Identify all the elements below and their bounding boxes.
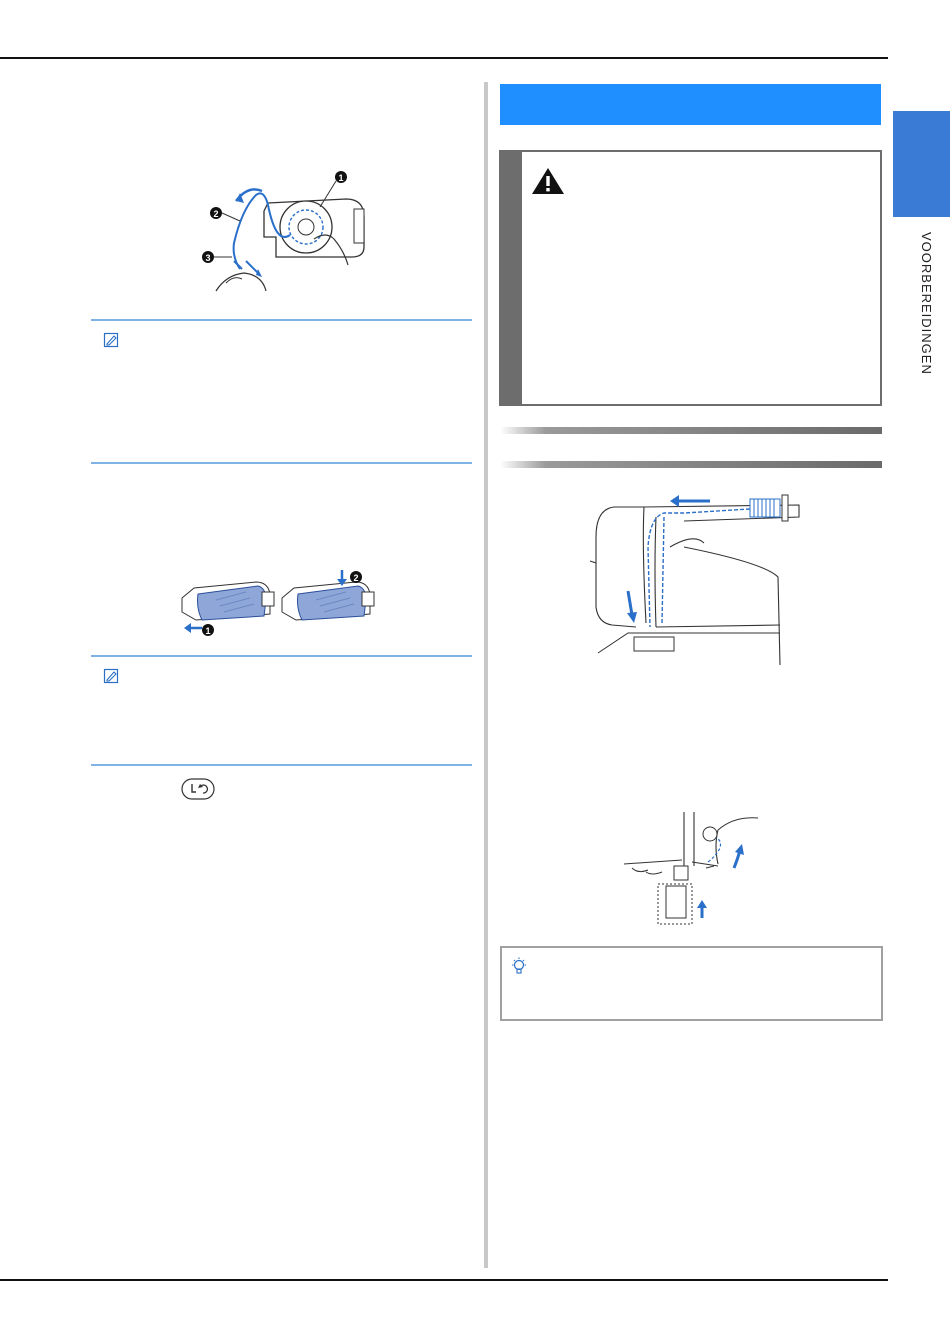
tip-box <box>500 946 883 1021</box>
presser-foot-lift-button-icon <box>181 778 215 800</box>
svg-text:2: 2 <box>353 573 359 583</box>
bottom-rule <box>0 1279 888 1281</box>
memo-icon <box>103 332 119 348</box>
svg-text:2: 2 <box>213 209 219 219</box>
subsection-rule <box>500 427 882 434</box>
upper-threading-figure <box>584 487 814 669</box>
lightbulb-icon <box>511 957 527 975</box>
bobbin-threading-figure <box>196 165 376 305</box>
presser-foot-lever-figure <box>622 810 762 926</box>
warning-triangle-icon <box>530 166 566 196</box>
svg-text:3: 3 <box>205 253 211 263</box>
note-top-rule <box>91 655 472 657</box>
top-rule <box>0 57 888 59</box>
note-bottom-rule <box>91 462 472 464</box>
bobbin-cover-figure <box>176 568 382 640</box>
caution-side-strip <box>501 152 522 404</box>
memo-icon <box>103 668 119 684</box>
chapter-tab-label: VOORBEREIDINGEN <box>919 232 934 375</box>
note-top-rule <box>91 319 472 321</box>
note-bottom-rule <box>91 764 472 766</box>
chapter-tab <box>893 111 950 217</box>
section-heading-bar <box>500 84 881 125</box>
column-divider <box>484 82 488 1268</box>
svg-text:1: 1 <box>205 626 211 636</box>
subsection-rule <box>500 461 882 468</box>
svg-text:1: 1 <box>338 173 344 183</box>
